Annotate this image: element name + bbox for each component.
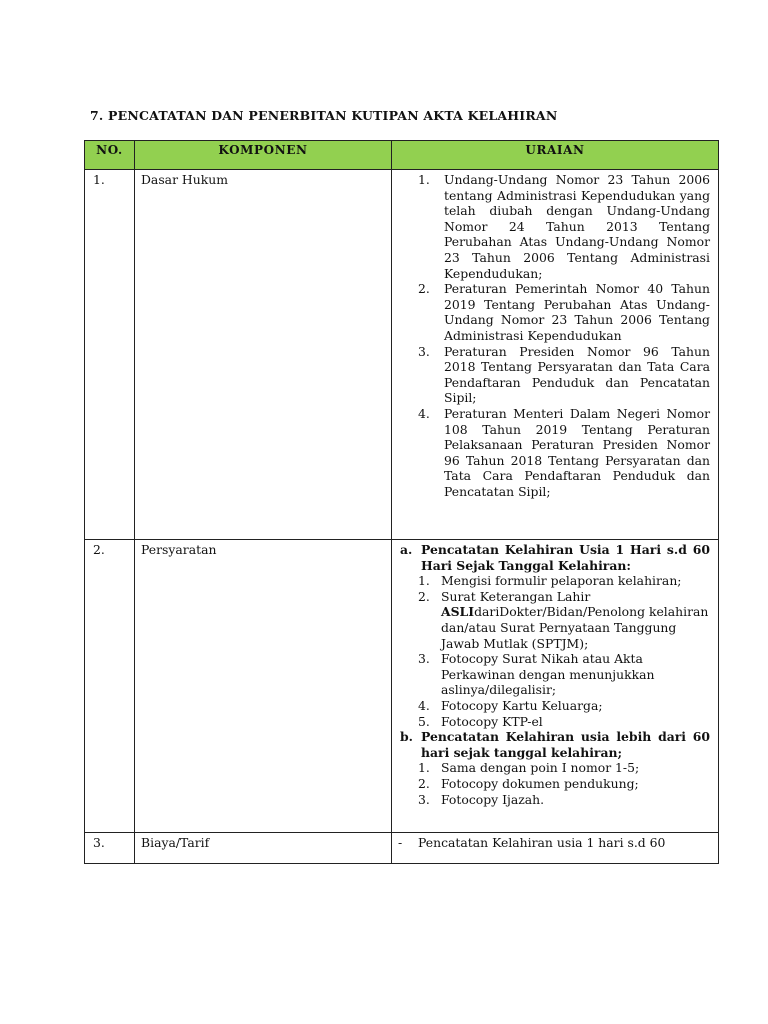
list-text: Fotocopy Surat Nikah atau Akta Perkawinan dengan menunjukkan aslinya/dilegalisir; (441, 651, 655, 698)
section-marker: a. (400, 542, 413, 557)
row-number: 1. (85, 170, 135, 540)
table-row (85, 170, 719, 540)
list-number: 1. (418, 760, 430, 776)
fee-item (396, 835, 710, 851)
list-item (396, 573, 710, 589)
section-heading-text: Pencatatan Kelahiran Usia 1 Hari s.d 60 Hari Sejak Tanggal Kelahiran: (421, 542, 710, 573)
header-uraian: URAIAN (392, 141, 719, 170)
requirement-list-a (396, 573, 710, 729)
list-item (396, 760, 710, 776)
list-number: 4. (418, 697, 430, 713)
table-header-row (85, 141, 719, 170)
list-item (396, 792, 710, 808)
dash-marker: - (398, 835, 403, 850)
row-komponen: Biaya/Tarif (135, 833, 392, 864)
list-item (396, 698, 710, 714)
list-text (441, 589, 710, 651)
list-text-bold: ASLI (441, 604, 475, 620)
list-number: 1. (418, 573, 430, 589)
list-text: Undang-Undang Nomor 23 Tahun 2006 tentang Administrasi Kependudukan yang telah diubah dengan Undang-Undang Nomor 24 Tahun 2013 Tentang Perubahan Atas Undang-Undang Nomor 23 Tahun 2006 Tentang Administrasi Kependudukan; (444, 172, 710, 281)
list-number: 3. (418, 651, 430, 667)
list-item (396, 281, 710, 343)
section-heading-text: Pencatatan Kelahiran usia lebih dari 60 hari sejak tanggal kelahiran; (421, 729, 710, 760)
list-number: 5. (418, 713, 430, 729)
document-title: 7. PENCATATAN DAN PENERBITAN KUTIPAN AKTA KELAHIRAN (90, 108, 558, 123)
section-marker: b. (400, 729, 413, 745)
header-komponen: KOMPONEN (135, 141, 392, 170)
table-row (85, 833, 719, 864)
list-number: 3. (418, 791, 430, 807)
row-komponen: Persyaratan (135, 540, 392, 833)
list-text: Peraturan Pemerintah Nomor 40 Tahun 2019 Tentang Perubahan Atas Undang-Undang Nomor 23 Tahun 2006 Tentang Administrasi Kependudukan (444, 281, 710, 343)
section-b-heading (396, 729, 710, 760)
list-text-post: dariDokter/Bidan/Penolong kelahiran dan/atau Surat Pernyataan Tanggung Jawab Mutlak (SPTJM); (441, 604, 709, 651)
procedure-table (84, 140, 719, 864)
list-number: 2. (418, 281, 430, 297)
legal-basis-list (396, 172, 710, 499)
table-row (85, 540, 719, 833)
list-item (396, 776, 710, 792)
row-number: 3. (85, 833, 135, 864)
list-text: Fotocopy KTP-el (441, 713, 543, 729)
list-text: Peraturan Presiden Nomor 96 Tahun 2018 Tentang Persyaratan dan Tata Cara Pendaftaran Penduduk dan Pencatatan Sipil; (444, 343, 710, 406)
list-number: 2. (418, 775, 430, 791)
row-uraian (392, 170, 719, 540)
list-item (396, 344, 710, 406)
list-text: Fotocopy Kartu Keluarga; (441, 697, 603, 713)
list-number: 4. (418, 405, 430, 421)
row-uraian (392, 833, 719, 864)
list-item (396, 589, 710, 651)
list-text: Sama dengan poin I nomor 1-5; (441, 760, 640, 776)
section-a-heading (396, 542, 710, 573)
list-text: Fotocopy dokumen pendukung; (441, 775, 639, 791)
list-item (396, 406, 710, 500)
list-number: 3. (418, 343, 430, 359)
list-text: Mengisi formulir pelaporan kelahiran; (441, 573, 682, 589)
requirement-list-b (396, 760, 710, 807)
list-text: Peraturan Menteri Dalam Negeri Nomor 108 Tahun 2019 Tentang Peraturan Pelaksanaan Peraturan Presiden Nomor 96 Tahun 2018 Tentang Persyaratan dan Tata Cara Pendaftaran Penduduk dan Pencatatan Sipil; (444, 405, 710, 499)
list-text-pre: Surat Keterangan Lahir (441, 588, 591, 604)
list-item (396, 714, 710, 730)
list-number: 1. (418, 172, 430, 187)
list-number: 2. (418, 588, 430, 604)
row-komponen: Dasar Hukum (135, 170, 392, 540)
list-text: Fotocopy Ijazah. (441, 791, 545, 807)
row-uraian (392, 540, 719, 833)
list-item (396, 651, 710, 698)
fee-text: Pencatatan Kelahiran usia 1 hari s.d 60 (418, 835, 666, 850)
header-no: NO. (85, 141, 135, 170)
row-number: 2. (85, 540, 135, 833)
list-item (396, 172, 710, 281)
